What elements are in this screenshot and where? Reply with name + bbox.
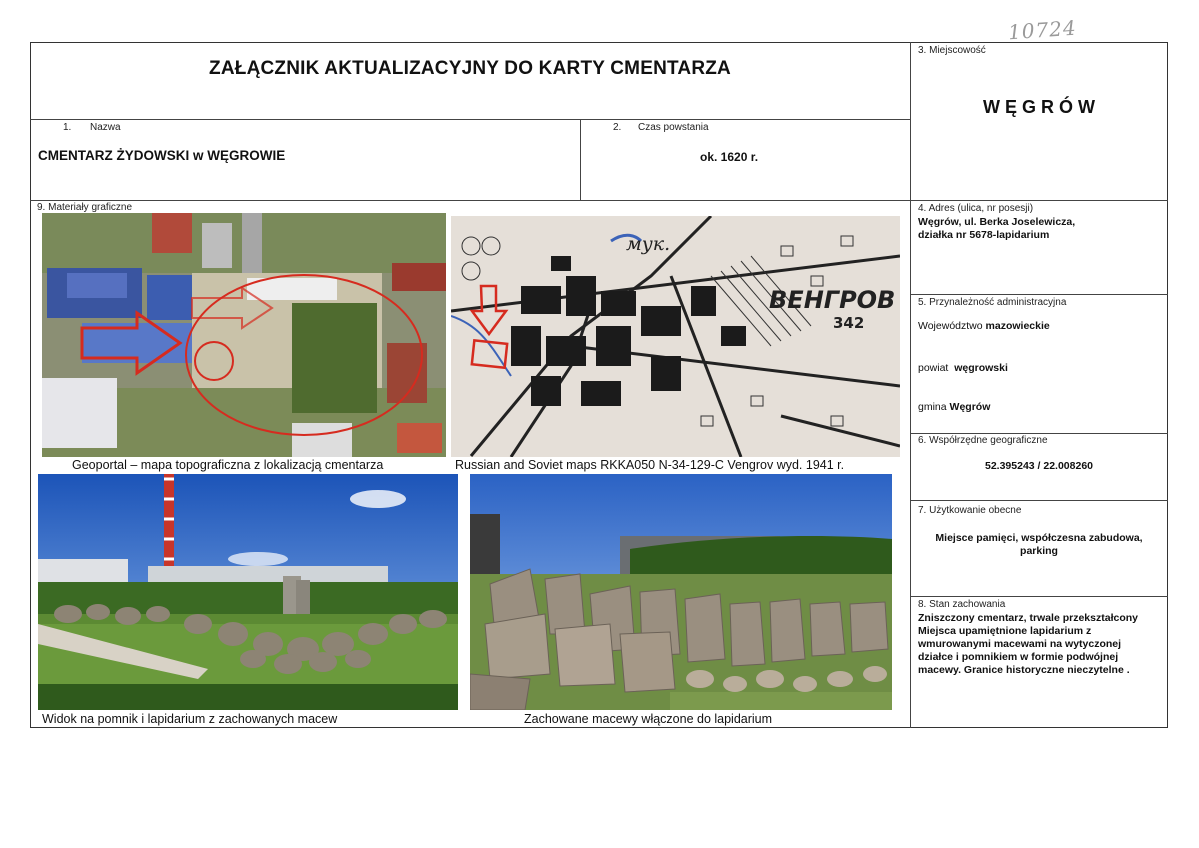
matzevot-caption: Zachowane macewy włączone do lapidarium (524, 712, 773, 726)
divider-right-column (910, 42, 911, 728)
address-line2: działka nr 5678-lapidarium (918, 229, 1050, 241)
condition-line: działce i pomnikiem w formie podwójnej (918, 651, 1119, 663)
field6-label: 6. Współrzędne geograficzne (918, 435, 1048, 446)
map-village-label: мук. (626, 233, 671, 255)
voivodeship-prefix: Województwo (918, 320, 983, 332)
monument-photo (38, 474, 458, 710)
monument-caption: Widok na pomnik i lapidarium z zachowanych macew (42, 712, 338, 726)
voivodeship-row (918, 320, 1050, 332)
map-town-label: ВЕНГРОВ (769, 286, 896, 314)
current-use-line1: Miejsce pamięci, współczesna zabudowa, (935, 532, 1143, 544)
divider-name-date (580, 119, 581, 200)
condition-line: macewy. Granice historyczne nieczytelne . (918, 664, 1130, 676)
aerial-caption: Geoportal – mapa topograficzna z lokalizacją cmentarza (72, 458, 384, 472)
condition-line: Zniszczony cmentarz, trwale przekształcony (918, 612, 1138, 624)
county-prefix: powiat (918, 362, 949, 374)
commune-prefix: gmina (918, 401, 947, 413)
field3-label: 3. Miejscowość (918, 45, 986, 56)
field1-label: Nazwa (90, 122, 121, 133)
address-line1: Węgrów, ul. Berka Joselewicza, (918, 216, 1076, 228)
divider-title (30, 119, 911, 120)
coordinates-value: 52.395243 / 22.008260 (984, 460, 1094, 472)
topographic-map (451, 216, 900, 457)
commune-row (918, 401, 990, 413)
condition-text (918, 612, 1159, 677)
divider-materials (30, 200, 1168, 201)
field7-label: 7. Użytkowanie obecne (918, 505, 1022, 516)
field4-label: 4. Adres (ulica, nr posesji) (918, 203, 1034, 214)
field2-label: Czas powstania (638, 122, 709, 133)
topo-caption: Russian and Soviet maps RKKA050 N-34-129-C Vengrov wyd. 1941 r. (455, 458, 845, 472)
divider-7 (910, 500, 1168, 501)
condition-line: wmurowanymi macewami na wytyczonej (918, 638, 1122, 650)
field9-label: 9. Materiały graficzne (37, 202, 133, 213)
field5-label: 5. Przynależność administracyjna (918, 297, 1067, 308)
matzevot-photo (470, 474, 892, 710)
cemetery-name: CMENTARZ ŻYDOWSKI w WĘGROWIE (38, 148, 286, 163)
map-elevation-label: 342 (833, 314, 865, 332)
field1-number: 1. (63, 122, 72, 133)
county-row (918, 362, 1008, 374)
founding-date: ok. 1620 r. (700, 150, 759, 164)
divider-8 (910, 596, 1168, 597)
page-title: ZAŁĄCZNIK AKTUALIZACYJNY DO KARTY CMENTARZA (209, 58, 731, 79)
handwritten-archive-number: 10724 (1007, 15, 1078, 45)
locality-name: W Ę G R Ó W (983, 97, 1095, 117)
aerial-photo (42, 213, 446, 457)
commune-value: Węgrów (949, 401, 991, 413)
condition-line: Miejsca upamiętnione lapidarium z (918, 625, 1092, 637)
field2-number: 2. (613, 122, 622, 133)
divider-6 (910, 433, 1168, 434)
county-value: węgrowski (954, 362, 1008, 374)
divider-5 (910, 294, 1168, 295)
voivodeship-value: mazowieckie (985, 320, 1050, 332)
current-use-line2: parking (1020, 545, 1058, 557)
field8-label: 8. Stan zachowania (918, 599, 1006, 610)
